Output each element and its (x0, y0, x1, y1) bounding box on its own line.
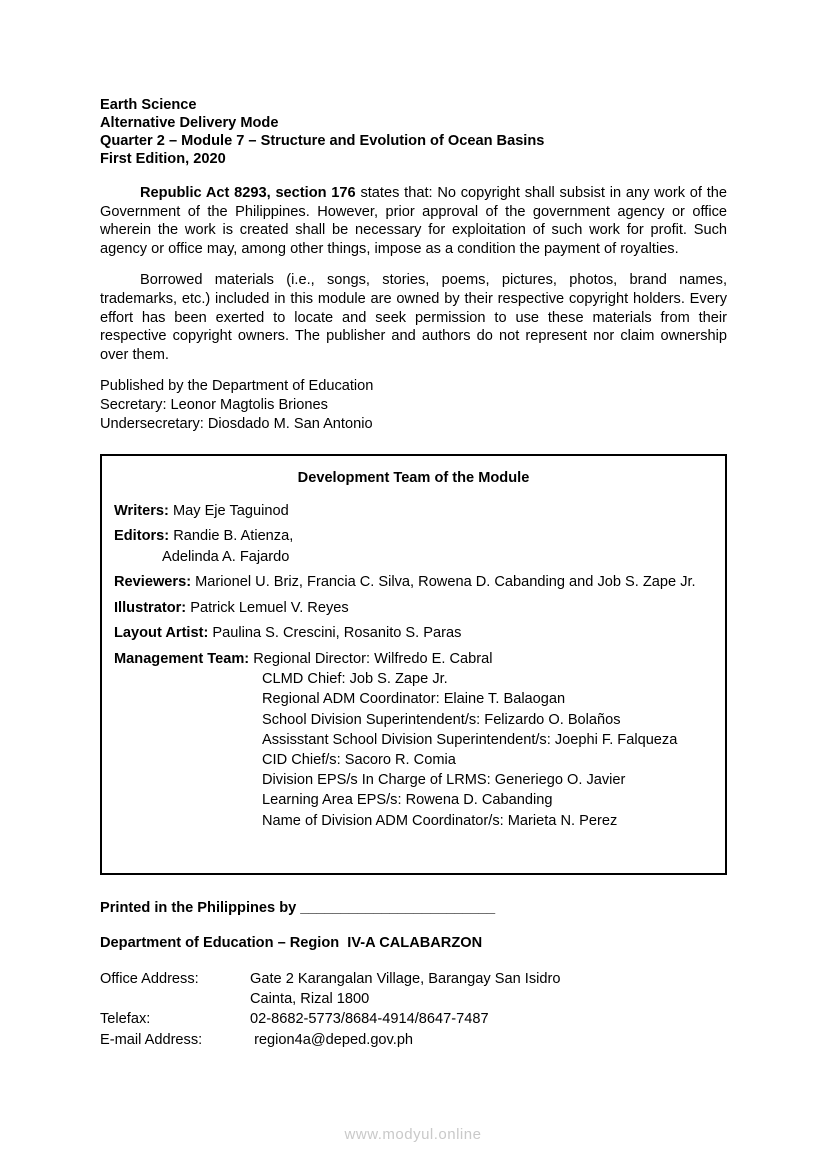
department-region-line: Department of Education – Region IV-A CALABARZON (100, 935, 483, 952)
editors-value: Randie B. Atienza, (169, 528, 294, 545)
layout-artist-line (114, 623, 713, 644)
layout-artist-value: Paulina S. Crescini, Rosanito S. Paras (208, 625, 462, 642)
module-title-block (100, 96, 727, 168)
contact-row-office-address (100, 969, 727, 989)
office-address-value: Gate 2 Karangalan Village, Barangay San Isidro (250, 971, 561, 988)
copyright-paragraph-1 (100, 184, 727, 258)
publisher-block (100, 377, 727, 433)
contact-row-email (100, 1030, 727, 1050)
management-team-member: School Division Superintendent/s: Felizardo O. Bolaños (262, 711, 621, 728)
contact-row-office-address-2 (100, 989, 727, 1009)
management-team-line (114, 649, 713, 670)
copyright-paragraph-2 (100, 271, 727, 364)
writers-line (114, 501, 713, 522)
telefax-value: 02-8682-5773/8684-4914/8647-7487 (250, 1011, 489, 1028)
management-team-member: CID Chief/s: Sacoro R. Comia (262, 752, 456, 769)
management-team-member: CLMD Chief: Job S. Zape Jr. (262, 671, 448, 688)
module-quarter-title: Quarter 2 – Module 7 – Structure and Evolution of Ocean Basins (100, 133, 545, 149)
writers-label: Writers: (114, 502, 169, 519)
illustrator-label: Illustrator: (114, 599, 187, 616)
module-delivery-mode: Alternative Delivery Mode (100, 115, 279, 131)
illustrator-line (114, 598, 713, 619)
module-edition: First Edition, 2020 (100, 151, 226, 167)
site-watermark: www.modyul.online (344, 1126, 482, 1143)
office-address-label: Office Address: (100, 971, 199, 988)
editors-label: Editors: (114, 528, 170, 545)
development-team-title: Development Team of the Module (297, 470, 530, 487)
published-by-line: Published by the Department of Education (100, 378, 374, 395)
illustrator-value: Patrick Lemuel V. Reyes (186, 599, 349, 616)
printed-in-philippines-line: Printed in the Philippines by ________________________ (100, 899, 496, 916)
management-team-member: Assisstant School Division Superintendent/s: Joephi F. Falqueza (262, 731, 678, 748)
contact-row-telefax (100, 1009, 727, 1029)
email-value: region4a@deped.gov.ph (250, 1031, 414, 1048)
office-address-value-2: Cainta, Rizal 1800 (250, 991, 370, 1008)
management-team-member: Learning Area EPS/s: Rowena D. Cabanding (262, 792, 553, 809)
layout-artist-label: Layout Artist: (114, 625, 209, 642)
contact-block (100, 969, 727, 1050)
office-address-label-2 (100, 989, 250, 1009)
management-team-member: Division EPS/s In Charge of LRMS: Generiego O. Javier (262, 772, 626, 789)
reviewers-line (114, 572, 713, 593)
secretary-line: Secretary: Leonor Magtolis Briones (100, 396, 328, 413)
management-team-list (262, 669, 713, 831)
copyright-paragraph-2-text: Borrowed materials (i.e., songs, stories, poems, pictures, photos, brand names, trademarks, etc.) included in this module are owned by their respective copyright holders. Every effort has been exerted to locate and seek permission to use these materials from their respective copyright owners. The publisher and authors do not represent nor claim ownership over them. (100, 272, 727, 363)
module-subject: Earth Science (100, 97, 197, 113)
reviewers-label: Reviewers: (114, 574, 192, 591)
republic-act-reference: Republic Act 8293, section 176 (140, 185, 356, 201)
copyright-paragraph-1-text: states that: No copyright shall subsist in any work of the Government of the Philippines. However, prior approval of the government agency or office wherein the work is created shall be necessary for exploitation of such work for profit. Such agency or office may, among other things, impose as a condition the payment of royalties. (100, 185, 727, 257)
editors-continuation-line: Adelinda A. Fajardo (162, 548, 290, 565)
management-team-member: Regional ADM Coordinator: Elaine T. Balaogan (262, 691, 566, 708)
email-label: E-mail Address: (100, 1031, 203, 1048)
management-team-member: Name of Division ADM Coordinator/s: Marieta N. Perez (262, 812, 618, 829)
telefax-label: Telefax: (100, 1011, 151, 1028)
reviewers-value: Marionel U. Briz, Francia C. Silva, Rowena D. Cabanding and Job S. Zape Jr. (191, 574, 696, 591)
undersecretary-line: Undersecretary: Diosdado M. San Antonio (100, 415, 373, 432)
editors-line (114, 526, 713, 547)
writers-value: May Eje Taguinod (168, 502, 289, 519)
management-team-first-value: Regional Director: Wilfredo E. Cabral (249, 650, 493, 667)
development-team-box (100, 454, 727, 875)
management-team-label: Management Team: (114, 650, 250, 667)
